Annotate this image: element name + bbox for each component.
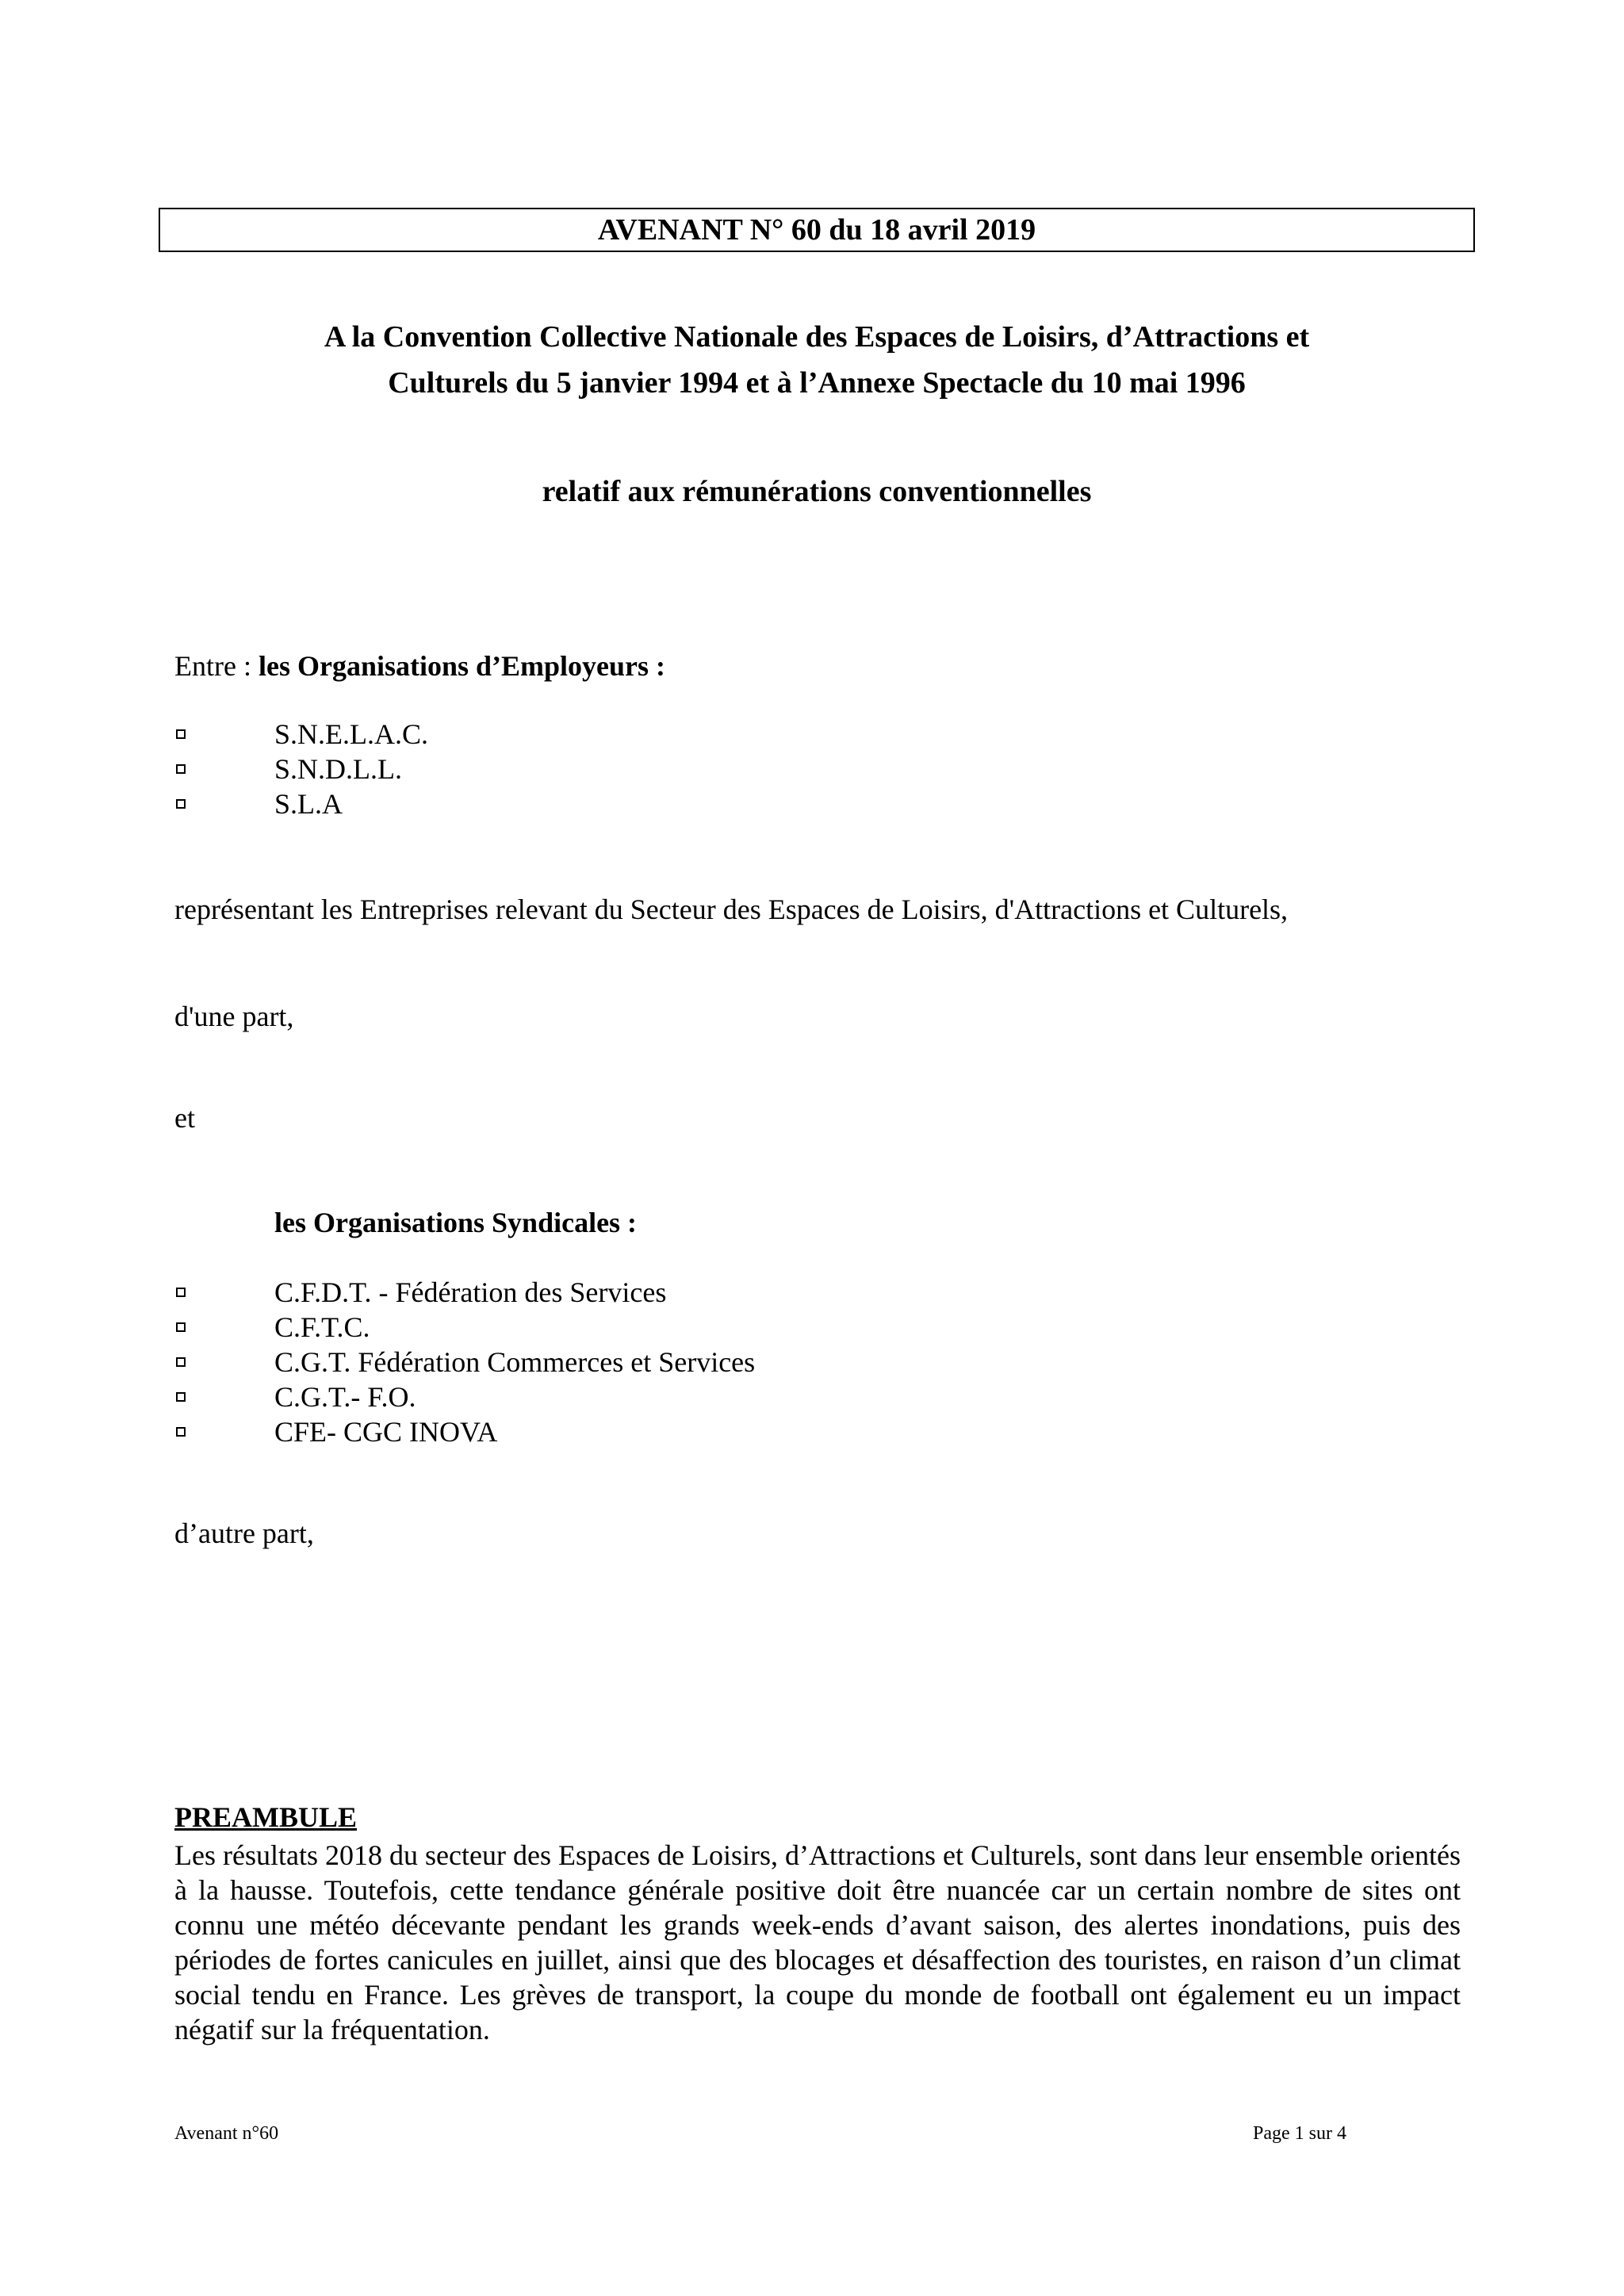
subtitle-line-1: A la Convention Collective Nationale des Espaces de Loisirs, d’Attractions et	[324, 320, 1310, 354]
list-item: C.G.T.- F.O.	[174, 1380, 755, 1414]
list-item: S.N.E.L.A.C.	[174, 717, 428, 752]
representing-text: représentant les Entreprises relevant du Secteur des Espaces de Loisirs, d'Attractions et Culturels,	[174, 894, 1289, 925]
footer-page-number: Page 1 sur 4	[1253, 2123, 1346, 2144]
document-subject: relatif aux rémunérations conventionnelles	[542, 475, 1092, 508]
document-title: AVENANT N° 60 du 18 avril 2019	[159, 208, 1475, 252]
unions-list	[174, 1275, 755, 1449]
employers-list	[174, 717, 428, 821]
subtitle-line-2: Culturels du 5 janvier 1994 et à l’Annexe Spectacle du 10 mai 1996	[388, 366, 1246, 400]
unions-heading: les Organisations Syndicales :	[274, 1207, 638, 1238]
footer-document-name: Avenant n°60	[174, 2123, 279, 2144]
list-item: C.G.T. Fédération Commerces et Services	[174, 1345, 755, 1380]
une-part-text: d'une part,	[174, 1001, 294, 1032]
autre-part-text: d’autre part,	[174, 1517, 314, 1549]
square-bullet-icon	[176, 1322, 186, 1332]
entre-line	[174, 649, 665, 683]
list-item: C.F.D.T. - Fédération des Services	[174, 1275, 755, 1310]
et-text: et	[174, 1102, 195, 1134]
list-item: S.L.A	[174, 786, 428, 821]
preamble-body: Les résultats 2018 du secteur des Espaces de Loisirs, d’Attractions et Culturels, sont dans leur ensemble orientés à la hausse. Toutefois, cette tendance générale positive doit être nuancée car un certain nombre de sites ont connu une météo décevante pendant les grands week-ends d’avant saison, des alertes inondations, puis des périodes de fortes canicules en juillet, ainsi que des blocages et désaffection des touristes, en raison d’un climat social tendu en France. Les grèves de transport, la coupe du monde de football ont également eu un impact négatif sur la fréquentation.	[174, 1839, 1461, 2045]
list-item: S.N.D.L.L.	[174, 752, 428, 786]
employers-heading: les Organisations d’Employeurs :	[258, 650, 666, 682]
list-item: CFE- CGC INOVA	[174, 1414, 755, 1449]
square-bullet-icon	[176, 799, 186, 809]
square-bullet-icon	[176, 729, 186, 739]
square-bullet-icon	[176, 1357, 186, 1367]
square-bullet-icon	[176, 764, 186, 774]
list-item: C.F.T.C.	[174, 1310, 755, 1345]
preamble-title: PREAMBULE	[174, 1801, 358, 1833]
square-bullet-icon	[176, 1427, 186, 1437]
square-bullet-icon	[176, 1392, 186, 1402]
square-bullet-icon	[176, 1288, 186, 1297]
entre-prefix: Entre :	[174, 650, 259, 682]
